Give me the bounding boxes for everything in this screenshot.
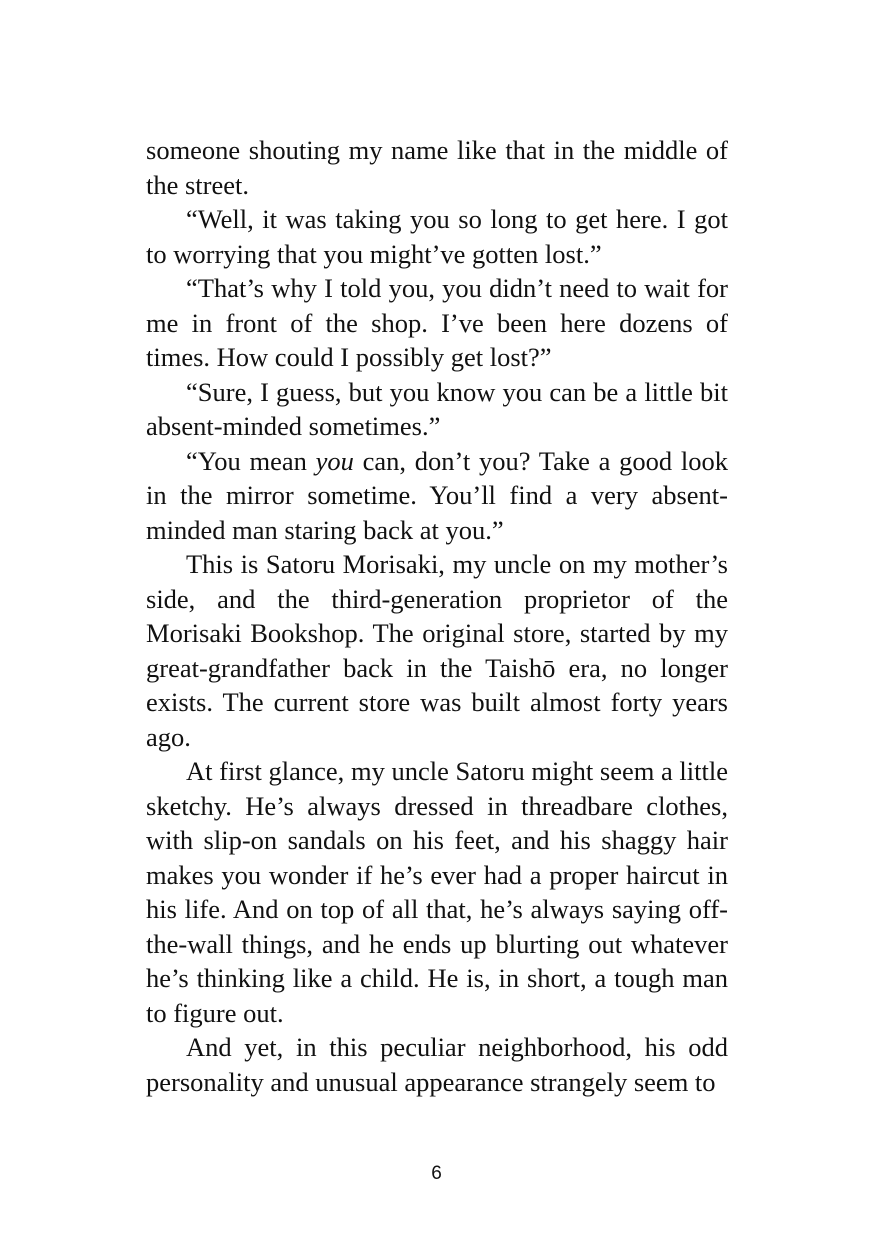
emphasized-word: you: [315, 445, 354, 476]
paragraph: And yet, in this peculiar neighborhood, his odd personality and unusual appearance strangely seem to: [146, 1032, 728, 1097]
paragraph: “Well, it was taking you so long to get here. I got to worrying that you might’ve gotten lost.”: [146, 204, 728, 269]
paragraph: “Sure, I guess, but you know you can be a little bit absent-minded sometimes.”: [146, 376, 728, 441]
body-text: [146, 133, 728, 1099]
paragraph: At first glance, my uncle Satoru might seem a little sketchy. He’s always dressed in threadbare clothes, with slip-on sandals on his feet, and his shaggy hair makes you wonder if he’s ever had a proper haircut in his life. And on top of all that, he’s always saying off-the-wall things, and he ends up blurting out whatever he’s thinking like a child. He is, in short, a tough man to figure out.: [146, 756, 728, 1028]
paragraph: “That’s why I told you, you didn’t need to wait for me in front of the shop. I’ve been here dozens of times. How could I possibly get lost?”: [146, 273, 728, 372]
paragraph-text: “You mean: [186, 445, 316, 476]
paragraph: someone shouting my name like that in the middle of the street.: [146, 135, 728, 200]
paragraph-text: can, don’t you? Take a good look in the mirror sometime. You’ll find a very absent-minded man staring back at you.”: [146, 445, 728, 545]
paragraph: This is Satoru Morisaki, my uncle on my mother’s side, and the third-generation proprietor of the Morisaki Bookshop. The original store, started by my great-grandfather back in the Taishō era, no longer exists. The current store was built almost forty years ago.: [146, 549, 728, 752]
page-number: 6: [431, 1163, 442, 1184]
paragraph: [146, 444, 728, 548]
